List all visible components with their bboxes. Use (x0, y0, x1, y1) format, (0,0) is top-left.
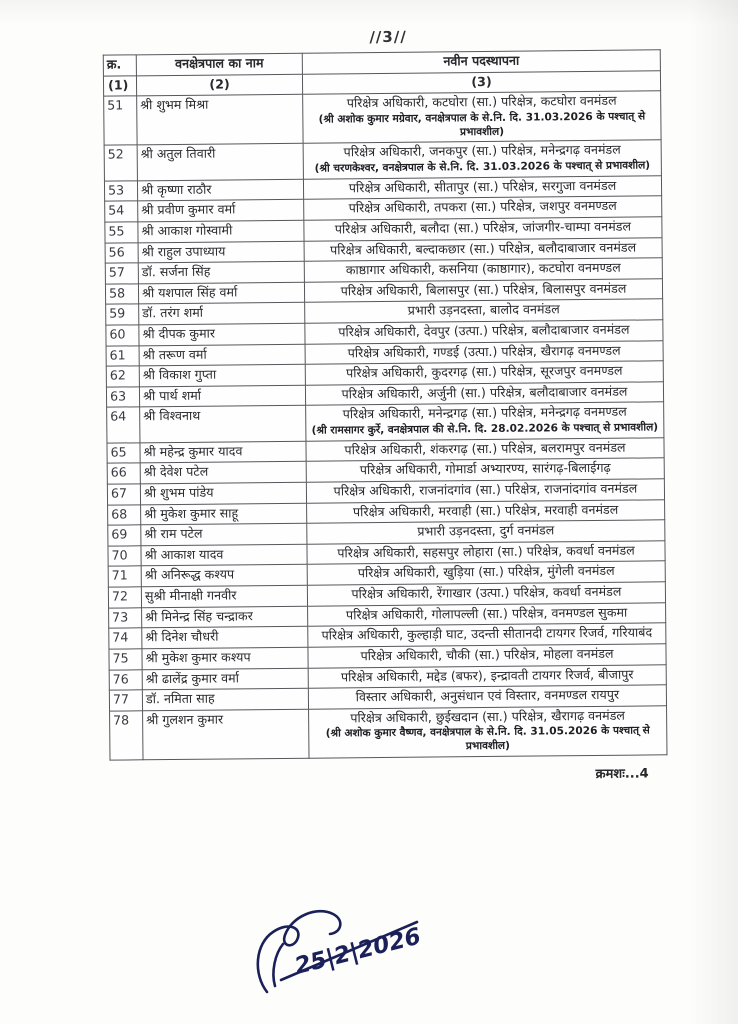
name-cell: श्री अतुल तिवारी (137, 144, 303, 181)
serial-cell: 78 (110, 711, 143, 760)
column-header-serial: क्र. (103, 55, 136, 76)
posting-text: परिक्षेत्र अधिकारी, कुल्हाड़ी घाट, उदन्ती सीतानदी टायगर रिजर्व, गरियाबंद (321, 624, 653, 643)
handwritten-signature (245, 888, 525, 1008)
serial-cell: 53 (104, 181, 137, 202)
posting-text: परिक्षेत्र अधिकारी, बलौदा (सा.) परिक्षेत्र, जांजगीर-चाम्पा वनमंडल (334, 218, 632, 237)
serial-cell: 66 (107, 463, 140, 484)
serial-cell: 70 (108, 546, 141, 567)
posting-text: काष्ठागार अधिकारी, कसनिया (काष्ठागार), कटघोरा वनमण्डल (345, 259, 621, 278)
column-index-3: (3) (302, 70, 660, 94)
serial-cell: 55 (105, 222, 138, 243)
posting-text: परिक्षेत्र अधिकारी, सहसपुर लोहारा (सा.) परिक्षेत्र, कवर्धा वनमंडल (337, 542, 635, 561)
posting-text: परिक्षेत्र अधिकारी, कटघोरा (सा.) परिक्षेत्र, कटघोरा वनमंडल (346, 92, 617, 111)
posting-text: परिक्षेत्र अधिकारी, देवपुर (उत्पा.) परिक्षेत्र, बलौदाबाजार वनमंडल (338, 321, 630, 340)
name-cell: श्री मुकेश कुमार कश्यप (142, 647, 308, 669)
posting-text: परिक्षेत्र अधिकारी, बल्दाकछार (सा.) परिक्षेत्र, बलौदाबाजार वनमंडल (329, 239, 637, 258)
posting-text: परिक्षेत्र अधिकारी, मद्देड (बफर), इन्द्रावती टायगर रिजर्व, बीजापुर (340, 666, 634, 684)
serial-cell: 56 (105, 242, 138, 263)
name-cell: श्री राम पटेल (141, 523, 307, 545)
posting-text: परिक्षेत्र अधिकारी, जनकपुर (सा.) परिक्षेत्र, मनेन्द्रगढ़ वनमंडल (343, 142, 621, 160)
name-cell: श्री मिनेन्द्र सिंह चन्द्राकर (142, 606, 308, 628)
signature-date: 25|2|2026 (292, 923, 424, 980)
name-cell: श्री दीपक कुमार (139, 323, 305, 345)
name-cell: श्री प्रवीण कुमार वर्मा (138, 200, 304, 222)
posting-text: परिक्षेत्र अधिकारी, रेंगाखार (उत्पा.) परिक्षेत्र, कवर्धा वनमंडल (351, 583, 622, 602)
serial-cell: 64 (107, 407, 140, 443)
name-cell: श्री दिनेश चौधरी (142, 627, 308, 649)
posting-text: परिक्षेत्र अधिकारी, छुईखदान (सा.) परिक्षेत्र, खैरागढ़ वनमंडल (350, 707, 626, 726)
retirement-note: (श्री रामसागर कुर्रे, वनक्षेत्रपाल की से.नि. दि. 28.02.2026 के पश्चात् से प्रभावशील) (311, 421, 659, 437)
name-cell: श्री आकाश गोस्वामी (138, 220, 304, 242)
name-cell: श्री ढालेंद्र कुमार वर्मा (142, 668, 308, 690)
posting-text: प्रभारी उड़नदस्ता, दुर्ग वनमंडल (417, 522, 555, 539)
continuation-marker: क्रमशः...4 (595, 766, 649, 782)
column-index-2: (2) (136, 74, 302, 96)
posting-cell (303, 91, 661, 144)
name-cell: श्री देवेश पटेल (140, 462, 306, 484)
name-cell: श्री शुभम पांडेय (140, 482, 306, 504)
posting-text: परिक्षेत्र अधिकारी, कुदरगढ़ (सा.) परिक्षेत्र, सूरजपुर वनमण्डल (345, 362, 623, 381)
posting-text: परिक्षेत्र अधिकारी, सीतापुर (सा.) परिक्षेत्र, सरगुजा वनमंडल (348, 177, 617, 196)
posting-text: परिक्षेत्र अधिकारी, राजनांदगांव (सा.) परिक्षेत्र, राजनांदगांव वनमंडल (333, 480, 638, 499)
serial-cell: 57 (105, 263, 138, 284)
serial-cell: 58 (105, 284, 138, 305)
name-cell: श्री राहुल उपाध्याय (138, 241, 304, 263)
table-row (104, 91, 661, 145)
column-index-1: (1) (103, 75, 136, 96)
serial-cell: 59 (106, 304, 139, 325)
posting-text: विस्तार अधिकारी, अनुसंधान एवं विस्तार, वनमण्डल रायपुर (355, 686, 620, 705)
name-cell: श्री गुलशन कुमार (143, 709, 309, 760)
posting-text: परिक्षेत्र अधिकारी, गण्डई (उत्पा.) परिक्षेत्र, खैरागढ़ वनमण्डल (347, 342, 621, 360)
posting-text: परिक्षेत्र अधिकारी, गोलापल्ली (सा.) परिक्षेत्र, वनमण्डल सुकमा (345, 604, 628, 623)
retirement-note: (श्री अशोक कुमार मग्रेवार, वनक्षेत्रपाल के से.नि. दि. 31.03.2026 के पश्चात् से प्रभावशील) (318, 110, 646, 138)
column-header-posting: नवीन पदस्थापना (302, 50, 660, 74)
name-cell: श्री मुकेश कुमार साहू (141, 503, 307, 525)
posting-text: परिक्षेत्र अधिकारी, मनेन्द्रगढ़ (सा.) परिक्षेत्र, मनेन्द्रगढ़ वनमण्डल (342, 404, 627, 422)
serial-cell: 61 (106, 345, 139, 366)
serial-cell: 67 (107, 484, 140, 505)
serial-cell: 75 (109, 649, 142, 670)
signature-ink-icon (245, 888, 525, 1008)
posting-cell (306, 402, 664, 441)
posting-cell (309, 706, 667, 759)
name-cell: श्री महेन्द्र कुमार यादव (140, 441, 306, 463)
serial-cell: 51 (104, 96, 137, 145)
name-cell: श्री पार्थ शर्मा (139, 385, 305, 407)
serial-cell: 54 (105, 201, 138, 222)
posting-text: परिक्षेत्र अधिकारी, बिलासपुर (सा.) परिक्षेत्र, बिलासपुर वनमंडल (340, 280, 627, 299)
serial-cell: 76 (109, 669, 142, 690)
posting-text: परिक्षेत्र अधिकारी, तपकरा (सा.) परिक्षेत्र, जशपुर वनमण्डल (348, 198, 617, 216)
posting-text: प्रभारी उड़नदस्ता, बालोद वनमंडल (407, 301, 560, 319)
retirement-note: (श्री अशोक कुमार वैष्णव, वनक्षेत्रपाल के से.नि. दि. 31.05.2026 के पश्चात् से प्रभावशील) (325, 724, 650, 753)
posting-text: परिक्षेत्र अधिकारी, गोमार्डा अभ्यारण्य, सारंगढ़-बिलाईगढ़ (359, 460, 611, 478)
posting-text: परिक्षेत्र अधिकारी, खुड़िया (सा.) परिक्षेत्र, मुंगेली वनमंडल (357, 563, 615, 581)
page-number: //3// (369, 27, 407, 47)
serial-cell: 77 (109, 690, 142, 711)
serial-cell: 72 (108, 587, 141, 608)
posting-text: परिक्षेत्र अधिकारी, मरवाही (सा.) परिक्षेत्र, मरवाही वनमंडल (352, 501, 619, 519)
serial-cell: 62 (106, 366, 139, 387)
serial-cell: 60 (106, 325, 139, 346)
name-cell: डॉ. नमिता साह (142, 688, 308, 710)
column-header-name: वनक्षेत्रपाल का नाम (136, 53, 302, 75)
posting-cell (303, 140, 661, 179)
serial-cell: 71 (108, 566, 141, 587)
name-cell: श्री विश्वनाथ (140, 406, 306, 443)
serial-cell: 68 (108, 504, 141, 525)
name-cell: श्री विकाश गुप्ता (139, 364, 305, 386)
name-cell: सुश्री मीनाक्षी गनवीर (141, 585, 307, 607)
serial-cell: 74 (109, 628, 142, 649)
name-cell: श्री यशपाल सिंह वर्मा (138, 282, 304, 304)
serial-cell: 65 (107, 443, 140, 464)
table-row (104, 140, 661, 181)
name-cell: श्री आकाश यादव (141, 544, 307, 566)
serial-cell: 63 (106, 387, 139, 408)
name-cell: डॉ. तरंग शर्मा (139, 303, 305, 325)
posting-text: परिक्षेत्र अधिकारी, चौकी (सा.) परिक्षेत्र, मोहला वनमंडल (360, 645, 614, 664)
table-body (104, 91, 667, 760)
posting-text: परिक्षेत्र अधिकारी, शंकरगढ़ (सा.) परिक्षेत्र, बलरामपुर वनमंडल (344, 439, 626, 458)
serial-cell: 69 (108, 525, 141, 546)
table-row (110, 706, 667, 760)
table-row (107, 402, 664, 443)
serial-cell: 52 (104, 145, 137, 181)
posting-table (103, 49, 668, 760)
serial-cell: 73 (109, 608, 142, 629)
posting-text: परिक्षेत्र अधिकारी, अर्जुनी (सा.) परिक्षेत्र, बलौदाबाजार वनमंडल (341, 383, 628, 402)
name-cell: श्री तरूण वर्मा (139, 344, 305, 366)
name-cell: डॉ. सर्जना सिंह (138, 261, 304, 283)
name-cell: श्री शुभम मिश्रा (137, 94, 303, 145)
name-cell: श्री कृष्णा राठौर (137, 179, 303, 201)
name-cell: श्री अनिरूद्ध कश्यप (141, 565, 307, 587)
retirement-note: (श्री चरणकेश्वर, वनक्षेत्रपाल के से.नि. दि. 31.03.2026 के पश्चात् से प्रभावशील) (314, 159, 651, 175)
